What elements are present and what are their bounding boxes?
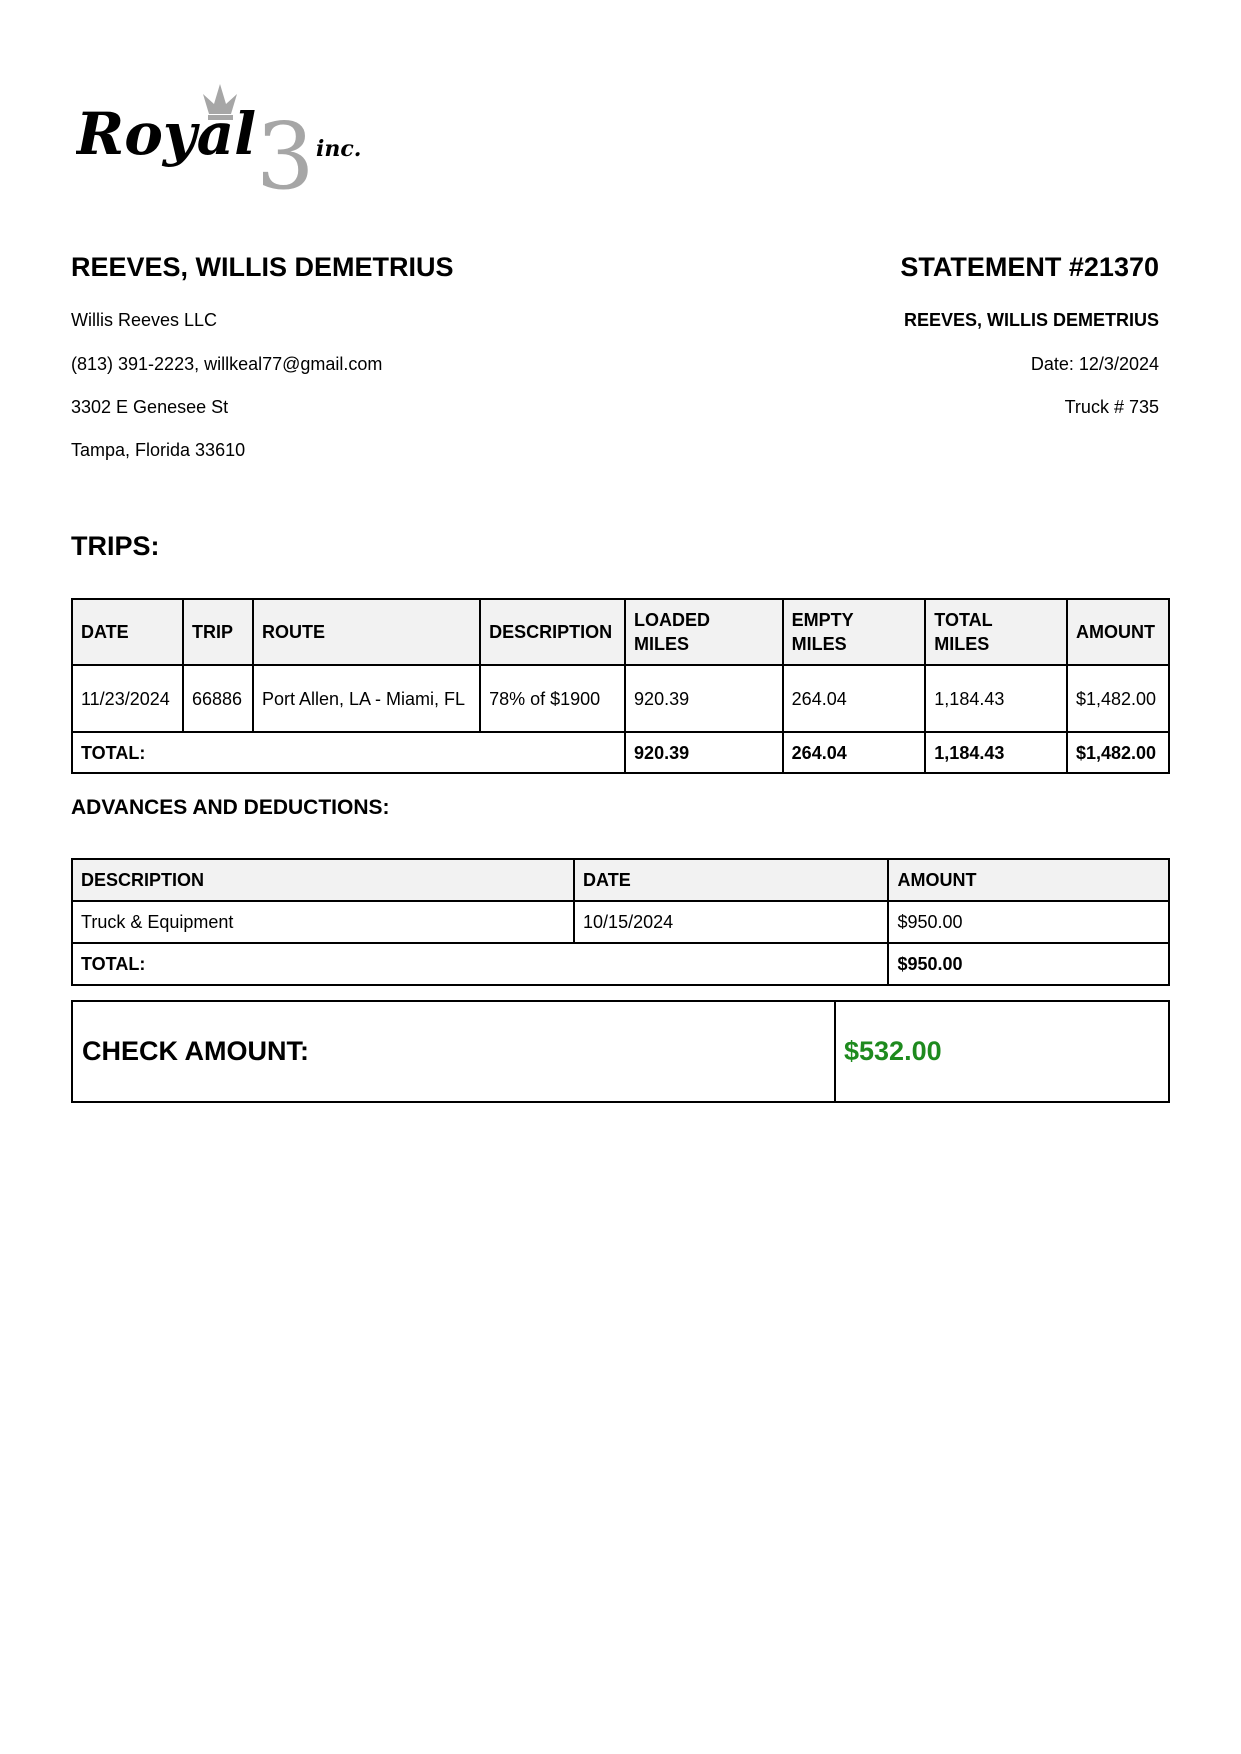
trips-title: TRIPS:: [71, 531, 160, 561]
adv-description: Truck & Equipment: [72, 901, 574, 943]
col-total-miles-line1: TOTAL: [934, 610, 993, 630]
driver-address-line1: 3302 E Genesee St: [71, 397, 229, 417]
statement-truck: Truck # 735: [1064, 397, 1159, 417]
col-loaded-miles: [625, 599, 783, 665]
adv-amount: $950.00: [888, 901, 1169, 943]
trips-total-miles: 1,184.43: [925, 732, 1067, 773]
trips-total-row: [72, 732, 1169, 773]
advances-total-amount: $950.00: [888, 943, 1169, 985]
advances-total-label: TOTAL:: [72, 943, 888, 985]
advances-title: ADVANCES AND DEDUCTIONS:: [71, 796, 390, 819]
logo-numeral: 3: [256, 103, 315, 196]
statement-title: STATEMENT #21370: [900, 252, 1159, 282]
col-total-miles: [925, 599, 1067, 665]
trip-total-miles: 1,184.43: [925, 665, 1067, 732]
trip-amount: $1,482.00: [1067, 665, 1169, 732]
col-adv-amount: AMOUNT: [888, 859, 1169, 901]
company-logo: [76, 76, 396, 196]
trip-description: 78% of $1900: [480, 665, 625, 732]
col-route: ROUTE: [253, 599, 480, 665]
col-loaded-miles-line2: MILES: [634, 634, 690, 654]
trips-table: [71, 598, 1170, 774]
advances-total-row: [72, 943, 1169, 985]
col-trip: TRIP: [183, 599, 253, 665]
col-date: DATE: [72, 599, 183, 665]
col-adv-description: DESCRIPTION: [72, 859, 574, 901]
statement-name: REEVES, WILLIS DEMETRIUS: [903, 310, 1159, 330]
adv-date: 10/15/2024: [574, 901, 888, 943]
logo-suffix: inc.: [316, 136, 362, 162]
advances-table: [71, 858, 1170, 986]
trips-total-loaded: 920.39: [625, 732, 783, 773]
driver-address-line2: Tampa, Florida 33610: [71, 440, 246, 460]
col-description: DESCRIPTION: [480, 599, 625, 665]
col-empty-miles-line2: MILES: [791, 634, 847, 654]
trips-header-row: [72, 599, 1169, 665]
col-empty-miles: [783, 599, 926, 665]
trip-loaded-miles: 920.39: [625, 665, 783, 732]
trips-total-amount: $1,482.00: [1067, 732, 1169, 773]
check-amount-label: CHECK AMOUNT:: [73, 1002, 836, 1101]
driver-company: Willis Reeves LLC: [71, 310, 218, 330]
trips-total-empty: 264.04: [783, 732, 926, 773]
table-row: [72, 901, 1169, 943]
trips-total-label: TOTAL:: [72, 732, 625, 773]
statement-date: Date: 12/3/2024: [1030, 354, 1159, 374]
col-adv-date: DATE: [574, 859, 888, 901]
statement-info: [900, 250, 1159, 417]
trip-date: 11/23/2024: [72, 665, 183, 732]
logo-wordmark: Royal: [76, 100, 257, 168]
advances-header-row: [72, 859, 1169, 901]
trip-empty-miles: 264.04: [783, 665, 926, 732]
check-amount-box: [71, 1000, 1170, 1103]
check-amount-value: $532.00: [844, 1036, 942, 1066]
col-amount: AMOUNT: [1067, 599, 1169, 665]
col-empty-miles-line1: EMPTY: [791, 610, 854, 630]
driver-contact: (813) 391-2223, willkeal77@gmail.com: [71, 354, 383, 374]
trip-route: Port Allen, LA - Miami, FL: [253, 665, 480, 732]
table-row: [72, 665, 1169, 732]
col-loaded-miles-line1: LOADED: [634, 610, 711, 630]
trip-number: 66886: [183, 665, 253, 732]
col-total-miles-line2: MILES: [934, 634, 990, 654]
driver-info: [71, 250, 454, 460]
driver-name: REEVES, WILLIS DEMETRIUS: [71, 252, 454, 282]
